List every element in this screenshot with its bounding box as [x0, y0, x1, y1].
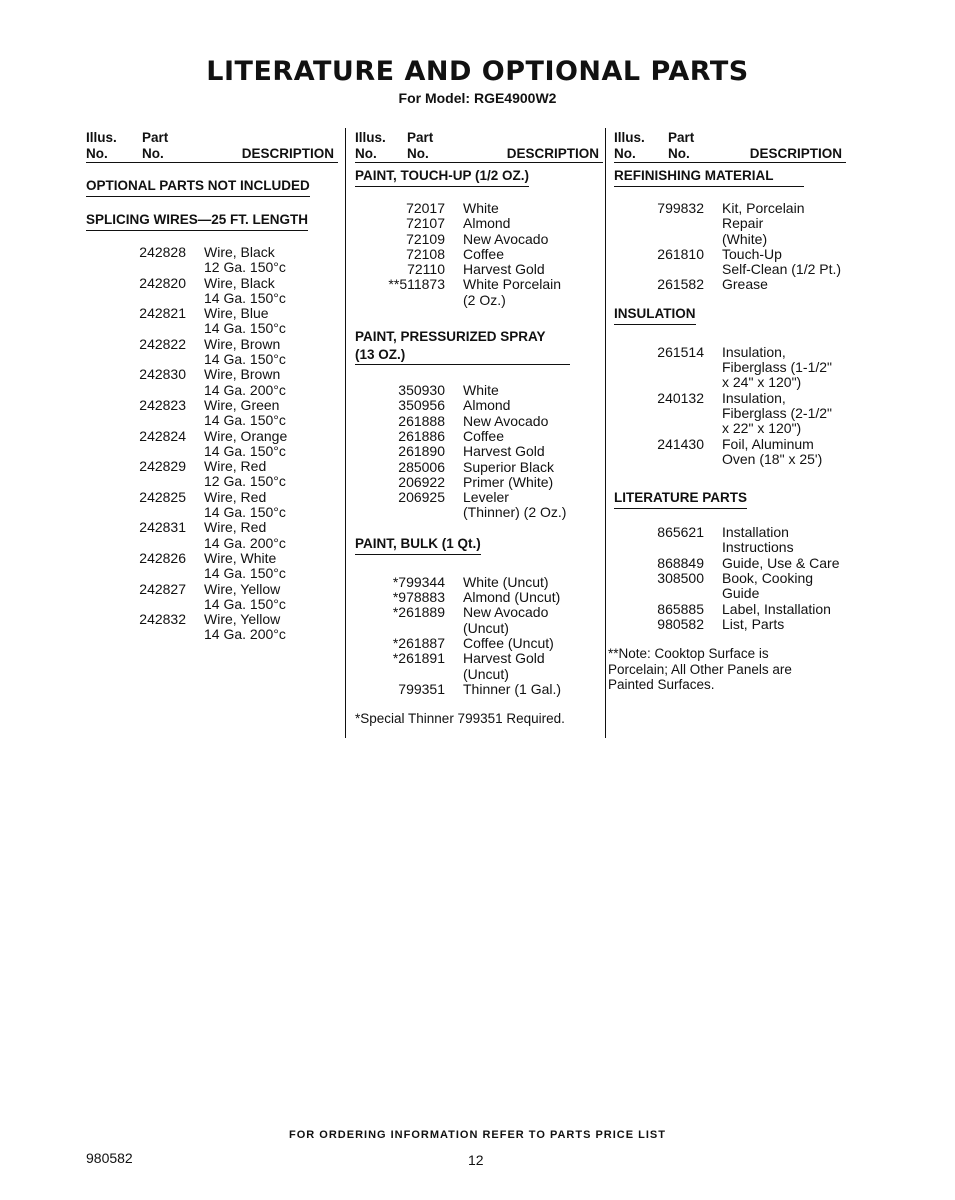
- list-item: [86, 306, 338, 337]
- list-item: [614, 556, 874, 571]
- part-number: 261888: [398, 412, 445, 429]
- part-number: 350930: [398, 382, 445, 399]
- part-number: 206922: [398, 473, 445, 490]
- column-3: [608, 128, 874, 692]
- part-description: [463, 575, 549, 590]
- list-item: [86, 337, 338, 368]
- list-item: [355, 590, 603, 605]
- description-line: Harvest Gold: [463, 443, 545, 460]
- part-description: [463, 201, 499, 216]
- part-description: [463, 247, 504, 262]
- list-item: [355, 232, 603, 247]
- part-description: [722, 201, 804, 247]
- part-description: [722, 277, 768, 292]
- list-item: [614, 247, 874, 278]
- description-line: 14 Ga. 150°c: [204, 442, 286, 459]
- list-item: [355, 575, 603, 590]
- part-number: 242831: [139, 519, 186, 536]
- parts-list: [614, 525, 874, 632]
- description-line: (Uncut): [463, 619, 509, 636]
- list-item: [614, 525, 874, 556]
- part-number: 261582: [657, 276, 704, 293]
- part-number: 242830: [139, 366, 186, 383]
- part-description: [463, 398, 510, 413]
- part-number: 241430: [657, 435, 704, 452]
- part-number: **511873: [388, 276, 445, 293]
- list-item: [355, 636, 603, 651]
- part-description: [722, 571, 813, 602]
- description-line: Installation: [722, 524, 789, 541]
- description-line: Wire, White: [204, 549, 277, 566]
- list-item: [86, 551, 338, 582]
- description-line: Coffee (Uncut): [463, 634, 554, 651]
- description-line: (Thinner) (2 Oz.): [463, 504, 567, 521]
- part-number: 242829: [139, 458, 186, 475]
- part-description: [722, 437, 822, 468]
- column-2: [355, 128, 603, 726]
- parts-list: [355, 383, 603, 521]
- list-item: [355, 444, 603, 459]
- part-description: [463, 414, 548, 429]
- description-line: Label, Installation: [722, 600, 831, 617]
- list-item: [86, 367, 338, 398]
- description-line: Superior Black: [463, 458, 555, 475]
- part-number: 308500: [657, 570, 704, 587]
- part-number: 242825: [139, 488, 186, 505]
- part-number: 72017: [406, 200, 445, 216]
- description-line: Wire, Red: [204, 458, 267, 475]
- description-line: Book, Cooking: [722, 570, 814, 587]
- part-description: [204, 582, 286, 613]
- part-description: [463, 605, 548, 636]
- list-item: [86, 429, 338, 460]
- part-number: 242827: [139, 580, 186, 597]
- description-line: Instructions: [722, 539, 794, 556]
- parts-list: [86, 245, 338, 643]
- description-line: x 22" x 120"): [722, 420, 802, 437]
- description-line: Wire, Red: [204, 519, 267, 536]
- description-line: 14 Ga. 200°c: [204, 626, 286, 643]
- part-description: [204, 429, 287, 460]
- part-description: [463, 460, 554, 475]
- part-description: [463, 651, 545, 682]
- part-number: 72107: [406, 215, 445, 232]
- description-line: 14 Ga. 150°c: [204, 351, 286, 368]
- part-number: 242826: [139, 549, 186, 566]
- list-item: [355, 475, 603, 490]
- list-item: [355, 605, 603, 636]
- column-header: Illus. No. Part No. DESCRIPTION: [355, 128, 603, 163]
- description-line: 14 Ga. 150°c: [204, 412, 286, 429]
- description-line: Repair: [722, 215, 764, 232]
- part-number: *799344: [392, 573, 445, 590]
- description-line: Guide: [722, 585, 760, 602]
- part-description: [204, 459, 286, 490]
- description-line: Fiberglass (1-1/2": [722, 359, 833, 376]
- description-line: Foil, Aluminum: [722, 435, 814, 452]
- description-line: Wire, Yellow: [204, 611, 281, 628]
- list-item: [614, 277, 874, 292]
- part-number: 240132: [657, 389, 704, 406]
- part-description: [463, 232, 548, 247]
- part-description: [463, 490, 566, 521]
- list-item: [86, 276, 338, 307]
- list-item: [614, 617, 874, 632]
- part-number: *978883: [392, 589, 445, 606]
- part-number: 799832: [657, 200, 704, 216]
- part-number: 206925: [398, 489, 445, 506]
- description-line: Almond: [463, 397, 511, 414]
- part-description: [722, 617, 784, 632]
- description-line: Fiberglass (2-1/2": [722, 404, 833, 421]
- description-line: Thinner (1 Gal.): [463, 680, 562, 697]
- parts-list: [355, 201, 603, 308]
- part-number: 285006: [398, 458, 445, 475]
- part-number: 72108: [406, 245, 445, 262]
- list-item: [355, 429, 603, 444]
- description-line: New Avocado: [463, 604, 549, 621]
- model-subtitle: For Model: RGE4900W2: [398, 90, 557, 106]
- part-number: 242832: [139, 611, 186, 628]
- list-item: [86, 520, 338, 551]
- column-header: Illus. No. Part No. DESCRIPTION: [614, 128, 846, 163]
- description-line: 14 Ga. 200°c: [204, 381, 286, 398]
- description-line: Self-Clean (1/2 Pt.): [722, 261, 842, 278]
- description-line: Harvest Gold: [463, 261, 545, 278]
- description-line: 14 Ga. 150°c: [204, 504, 286, 521]
- part-description: [204, 276, 286, 307]
- description-line: List, Parts: [722, 615, 785, 632]
- part-number: 242824: [139, 427, 186, 444]
- description-line: Wire, Brown: [204, 335, 281, 352]
- description-line: 14 Ga. 200°c: [204, 534, 286, 551]
- part-description: [463, 429, 504, 444]
- section-title: PAINT, BULK (1 Qt.): [355, 535, 481, 555]
- page-number: 12: [468, 1152, 484, 1168]
- section-title: SPLICING WIRES—25 FT. LENGTH: [86, 211, 308, 231]
- part-description: [463, 277, 561, 308]
- list-item: [355, 201, 603, 216]
- description-line: Kit, Porcelain: [722, 200, 805, 216]
- description-line: Wire, Green: [204, 396, 280, 413]
- part-number: 242822: [139, 335, 186, 352]
- description-line: x 24" x 120"): [722, 374, 802, 391]
- part-description: [204, 337, 286, 368]
- part-number: 242823: [139, 396, 186, 413]
- part-number: 868849: [657, 554, 704, 571]
- list-item: [614, 571, 874, 602]
- list-item: [614, 437, 874, 468]
- part-number: *261889: [392, 604, 445, 621]
- column-divider: [345, 128, 346, 738]
- description-line: Wire, Yellow: [204, 580, 281, 597]
- list-item: [614, 391, 874, 437]
- list-item: [86, 459, 338, 490]
- description-line: (Uncut): [463, 665, 509, 682]
- part-number: 261810: [657, 245, 704, 262]
- part-number: 242820: [139, 274, 186, 291]
- description-line: Insulation,: [722, 389, 786, 406]
- description-line: Primer (White): [463, 473, 554, 490]
- description-line: 14 Ga. 150°c: [204, 320, 286, 337]
- list-item: [355, 383, 603, 398]
- description-line: Grease: [722, 276, 768, 293]
- part-description: [204, 490, 286, 521]
- part-number: 980582: [657, 615, 704, 632]
- description-line: Wire, Red: [204, 488, 267, 505]
- part-number: 242821: [139, 305, 186, 322]
- list-item: [355, 651, 603, 682]
- parts-list: [355, 575, 603, 697]
- ordering-footer: FOR ORDERING INFORMATION REFER TO PARTS PRICE LIST: [289, 1129, 666, 1141]
- part-description: [722, 602, 831, 617]
- description-line: Harvest Gold: [463, 650, 545, 667]
- column-header: Illus. No. Part No. DESCRIPTION: [86, 128, 338, 163]
- list-item: [355, 277, 603, 308]
- part-description: [463, 682, 561, 697]
- part-description: [204, 551, 286, 582]
- part-description: [204, 398, 286, 429]
- part-description: [722, 345, 832, 391]
- description-line: Insulation,: [722, 343, 786, 360]
- part-number: 350956: [398, 397, 445, 414]
- description-line: Coffee: [463, 427, 504, 444]
- description-line: New Avocado: [463, 230, 549, 247]
- list-item: [355, 490, 603, 521]
- description-line: Touch-Up: [722, 245, 782, 262]
- description-line: White Porcelain: [463, 276, 562, 293]
- list-item: [86, 245, 338, 276]
- list-item: [355, 398, 603, 413]
- description-line: Coffee: [463, 245, 504, 262]
- part-number: 72109: [406, 230, 445, 247]
- list-item: [355, 414, 603, 429]
- part-description: [204, 520, 286, 551]
- description-line: Leveler: [463, 489, 509, 506]
- part-number: 799351: [398, 680, 445, 697]
- description-line: White: [463, 200, 499, 216]
- section-title: PAINT, TOUCH-UP (1/2 OZ.): [355, 167, 529, 187]
- list-item: [86, 582, 338, 613]
- part-number: *261887: [392, 634, 445, 651]
- part-description: [463, 475, 553, 490]
- description-line: 14 Ga. 150°c: [204, 289, 286, 306]
- list-item: [355, 460, 603, 475]
- description-line: 12 Ga. 150°c: [204, 259, 286, 276]
- description-line: Wire, Brown: [204, 366, 281, 383]
- page-title: LITERATURE AND OPTIONAL PARTS: [206, 56, 749, 87]
- part-description: [204, 367, 286, 398]
- description-line: 12 Ga. 150°c: [204, 473, 286, 490]
- part-description: [722, 247, 841, 278]
- list-item: [86, 490, 338, 521]
- part-number: 261514: [657, 343, 704, 360]
- description-line: Wire, Black: [204, 244, 275, 260]
- document-number: 980582: [86, 1150, 133, 1166]
- section-title: PAINT, PRESSURIZED SPRAY (13 OZ.): [355, 328, 570, 365]
- part-description: [463, 636, 554, 651]
- part-description: [463, 262, 545, 277]
- description-line: Wire, Orange: [204, 427, 288, 444]
- description-line: Wire, Blue: [204, 305, 269, 322]
- part-description: [204, 612, 286, 643]
- section-title: REFINISHING MATERIAL: [614, 167, 804, 187]
- list-item: [355, 216, 603, 231]
- list-item: [355, 682, 603, 697]
- description-line: Almond: [463, 215, 511, 232]
- description-line: Guide, Use & Care: [722, 554, 840, 571]
- parts-list: [614, 201, 874, 293]
- part-description: [204, 306, 286, 337]
- list-item: [86, 398, 338, 429]
- description-line: New Avocado: [463, 412, 549, 429]
- description-line: Almond (Uncut): [463, 589, 561, 606]
- description-line: Wire, Black: [204, 274, 275, 291]
- part-description: [204, 245, 286, 276]
- section-title: INSULATION: [614, 305, 696, 325]
- part-description: [722, 556, 840, 571]
- section-title: LITERATURE PARTS: [614, 489, 747, 509]
- part-number: 72110: [407, 261, 445, 278]
- description-line: (2 Oz.): [463, 291, 506, 308]
- part-description: [463, 383, 499, 398]
- part-number: 865621: [657, 524, 704, 541]
- part-description: [722, 525, 794, 556]
- part-description: [463, 444, 545, 459]
- footnote: *Special Thinner 799351 Required.: [355, 711, 565, 727]
- list-item: [614, 602, 874, 617]
- list-item: [86, 612, 338, 643]
- description-line: 14 Ga. 150°c: [204, 595, 286, 612]
- list-item: [614, 201, 874, 247]
- description-line: White (Uncut): [463, 573, 549, 590]
- list-item: [355, 247, 603, 262]
- description-line: 14 Ga. 150°c: [204, 565, 286, 582]
- part-number: 261886: [398, 427, 445, 444]
- parts-list: [614, 345, 874, 467]
- section-title: OPTIONAL PARTS NOT INCLUDED: [86, 177, 310, 197]
- description-line: Oven (18" x 25'): [722, 450, 823, 467]
- part-number: 261890: [398, 443, 445, 460]
- part-description: [463, 216, 510, 231]
- description-line: White: [463, 382, 499, 399]
- part-number: 865885: [657, 600, 704, 617]
- list-item: [355, 262, 603, 277]
- list-item: [614, 345, 874, 391]
- description-line: (White): [722, 230, 768, 247]
- part-description: [463, 590, 560, 605]
- column-divider: [605, 128, 606, 738]
- part-number: 242828: [139, 244, 186, 260]
- column-1: [86, 128, 338, 643]
- part-number: *261891: [392, 650, 445, 667]
- cooktop-note: **Note: Cooktop Surface is Porcelain; All Other Panels are Painted Surfaces.: [608, 646, 792, 692]
- part-description: [722, 391, 832, 437]
